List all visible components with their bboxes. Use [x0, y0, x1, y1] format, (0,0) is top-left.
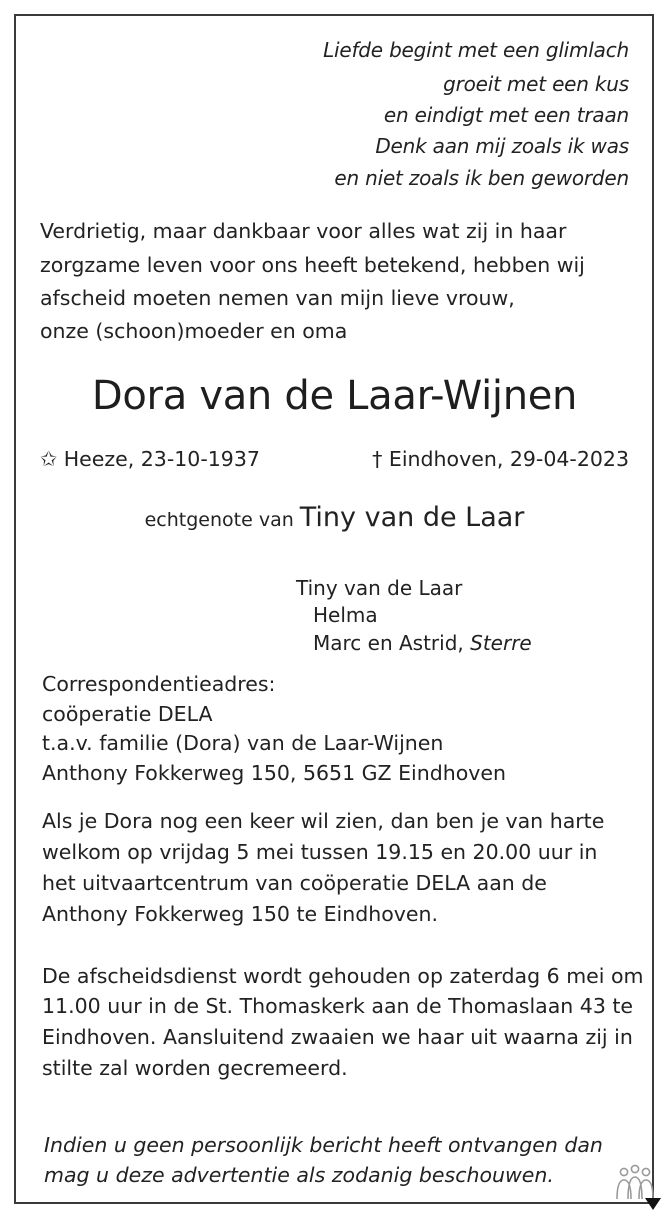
service-line: Eindhoven. Aansluitend zwaaien we haar uit waarna zij in	[42, 1025, 633, 1049]
family-logo-icon	[612, 1163, 658, 1203]
service-line: 11.00 uur in de St. Thomaskerk aan de Thomaslaan 43 te	[42, 994, 634, 1018]
arrow-down-icon	[645, 1198, 661, 1210]
address-line: coöperatie DELA	[42, 702, 213, 726]
family-member: Tiny van de Laar	[296, 576, 463, 600]
family-member: Helma	[313, 603, 378, 627]
grandchild-name: Sterre	[470, 631, 532, 655]
address-line: Anthony Fokkerweg 150, 5651 GZ Eindhoven	[42, 761, 507, 785]
spouse-prefix: echtgenote van	[144, 509, 294, 531]
visit-line: Als je Dora nog een keer wil zien, dan ben je van harte	[42, 809, 605, 833]
death-info	[372, 449, 629, 470]
service-line: De afscheidsdienst wordt gehouden op zaterdag 6 mei om	[42, 964, 644, 988]
address-line: Correspondentieadres:	[42, 672, 276, 696]
service-line: stilte zal worden gecremeerd.	[42, 1056, 348, 1080]
intro-line: zorgzame leven voor ons heeft betekend, hebben wij	[40, 253, 585, 277]
poem-line: groeit met een kus	[443, 72, 629, 96]
death-text: Eindhoven, 29-04-2023	[388, 447, 629, 471]
poem-line: en eindigt met een traan	[383, 103, 629, 127]
birth-text: Heeze, 23-10-1937	[63, 447, 260, 471]
birth-info	[40, 449, 260, 470]
poem-line: en niet zoals ik ben geworden	[334, 166, 629, 190]
poem-line: Liefde begint met een glimlach	[323, 38, 629, 62]
notice-line: mag u deze advertentie als zodanig beschouwen.	[44, 1163, 554, 1187]
intro-line: Verdrietig, maar dankbaar voor alles wat zij in haar	[40, 219, 567, 243]
family-member-names: Marc en Astrid,	[313, 631, 471, 655]
intro-line: afscheid moeten nemen van mijn lieve vrouw,	[40, 286, 515, 310]
address-line: t.a.v. familie (Dora) van de Laar-Wijnen	[42, 731, 444, 755]
visit-line: Anthony Fokkerweg 150 te Eindhoven.	[42, 902, 439, 926]
visit-line: welkom op vrijdag 5 mei tussen 19.15 en 20.00 uur in	[42, 840, 598, 864]
visit-line: het uitvaartcentrum van coöperatie DELA aan de	[42, 871, 547, 895]
cross-icon: †	[372, 447, 383, 471]
poem-line: Denk aan mij zoals ik was	[375, 134, 629, 158]
spouse-line	[0, 502, 669, 533]
spouse-name: Tiny van de Laar	[299, 502, 525, 533]
family-member	[313, 633, 532, 653]
star-icon: ✩	[40, 447, 58, 471]
intro-line: onze (schoon)moeder en oma	[40, 319, 348, 343]
deceased-name: Dora van de Laar-Wijnen	[91, 373, 578, 419]
notice-line: Indien u geen persoonlijk bericht heeft ontvangen dan	[44, 1133, 603, 1157]
